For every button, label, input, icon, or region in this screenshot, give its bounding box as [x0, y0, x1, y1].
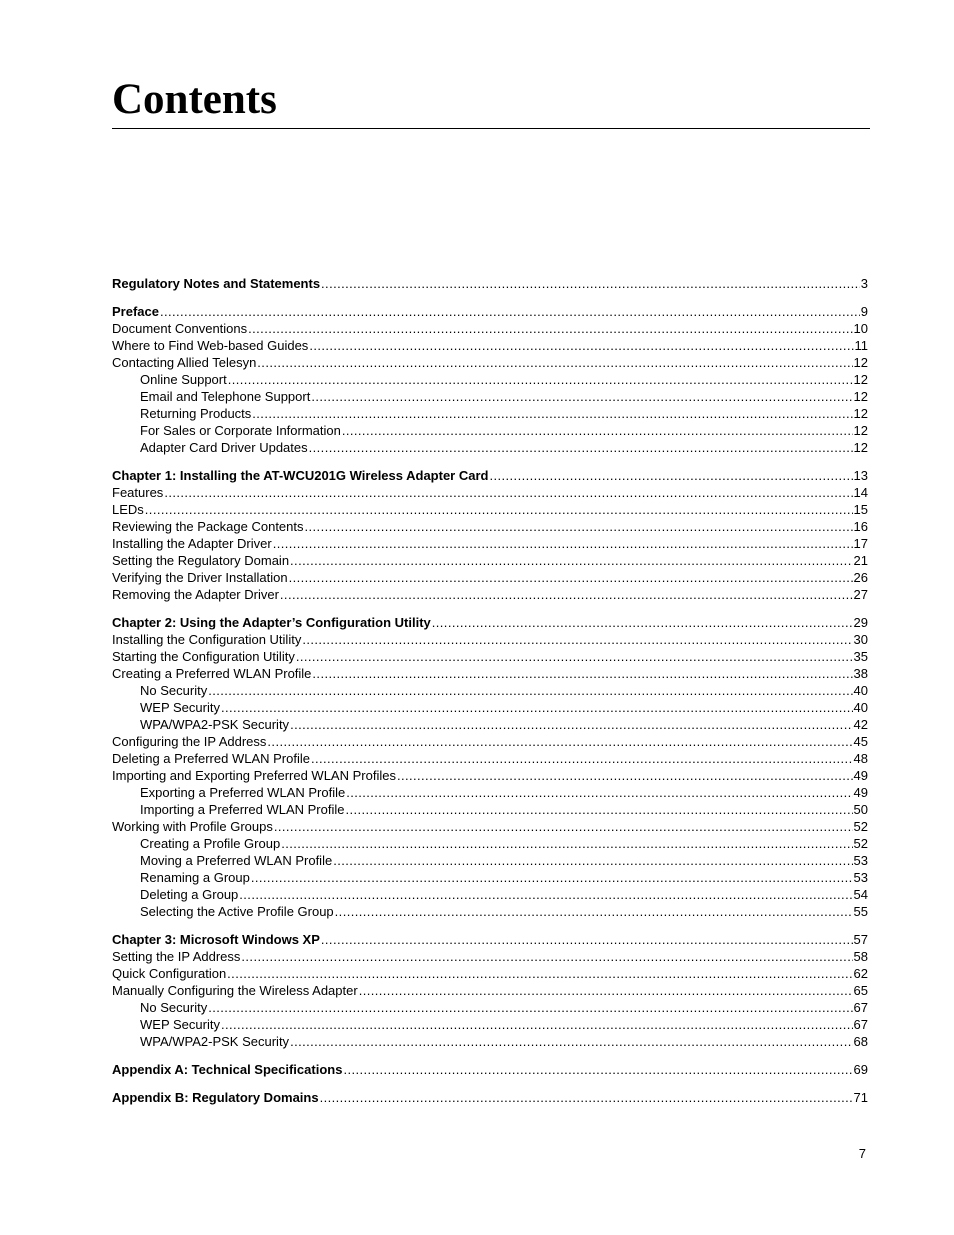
toc-page-number: 15 — [853, 502, 868, 517]
dot-leader — [311, 750, 853, 767]
toc-subsection[interactable] — [112, 1033, 868, 1050]
dot-leader — [302, 631, 852, 648]
toc-entry-title: No Security — [140, 1000, 208, 1015]
toc-subsection[interactable] — [112, 1016, 868, 1033]
dot-leader — [221, 1016, 853, 1033]
toc-section[interactable] — [112, 648, 868, 665]
toc-page-number: 3 — [860, 276, 868, 291]
toc-entry-title: Starting the Configuration Utility — [112, 649, 295, 664]
dot-leader — [309, 439, 853, 456]
toc-subsection[interactable] — [112, 422, 868, 439]
toc-section[interactable] — [112, 818, 868, 835]
dot-leader — [342, 422, 853, 439]
toc-page-number: 9 — [860, 304, 868, 319]
toc-subsection[interactable] — [112, 784, 868, 801]
dot-leader — [290, 1033, 852, 1050]
dot-leader — [296, 648, 853, 665]
toc-entry-title: Deleting a Group — [140, 887, 239, 902]
dot-leader — [321, 275, 860, 292]
toc-section[interactable] — [112, 535, 868, 552]
toc-entry-title: Installing the Configuration Utility — [112, 632, 302, 647]
toc-entry-title: Quick Configuration — [112, 966, 227, 981]
dot-leader — [321, 931, 853, 948]
toc-section[interactable] — [112, 320, 868, 337]
dot-leader — [346, 784, 852, 801]
toc-section[interactable] — [112, 631, 868, 648]
toc-section[interactable] — [112, 518, 868, 535]
toc-page-number: 67 — [853, 1000, 868, 1015]
toc-section[interactable] — [112, 354, 868, 371]
toc-section[interactable] — [112, 733, 868, 750]
toc-entry-title: Document Conventions — [112, 321, 248, 336]
toc-chapter[interactable] — [112, 931, 868, 948]
toc-entry-title: Removing the Adapter Driver — [112, 587, 279, 602]
toc-subsection[interactable] — [112, 886, 868, 903]
toc-entry-title: Moving a Preferred WLAN Profile — [140, 853, 333, 868]
toc-page-number: 17 — [853, 536, 868, 551]
toc-entry-title: Setting the IP Address — [112, 949, 241, 964]
toc-entry-title: For Sales or Corporate Information — [140, 423, 341, 438]
toc-entry-title: Preface — [112, 304, 159, 319]
toc-entry-title: No Security — [140, 683, 208, 698]
toc-entry-title: Contacting Allied Telesyn — [112, 355, 257, 370]
toc-entry-title: Verifying the Driver Installation — [112, 570, 288, 585]
toc-chapter[interactable] — [112, 1061, 868, 1078]
toc-section[interactable] — [112, 501, 868, 518]
dot-leader — [335, 903, 853, 920]
toc-page-number: 29 — [853, 615, 868, 630]
toc-section[interactable] — [112, 586, 868, 603]
dot-leader — [227, 965, 852, 982]
toc-section[interactable] — [112, 767, 868, 784]
toc-page-number: 53 — [853, 870, 868, 885]
toc-entry-title: Creating a Profile Group — [140, 836, 281, 851]
toc-subsection[interactable] — [112, 852, 868, 869]
toc-subsection[interactable] — [112, 699, 868, 716]
toc-entry-title: Features — [112, 485, 164, 500]
dot-leader — [248, 320, 852, 337]
dot-leader — [345, 801, 852, 818]
toc-page-number: 12 — [853, 355, 868, 370]
dot-leader — [160, 303, 860, 320]
page-title: Contents — [112, 76, 277, 123]
toc-page-number: 50 — [853, 802, 868, 817]
dot-leader — [397, 767, 853, 784]
toc-page-number: 12 — [853, 423, 868, 438]
toc-entry-title: Manually Configuring the Wireless Adapter — [112, 983, 358, 998]
toc-page-number: 12 — [853, 389, 868, 404]
toc-entry-title: Working with Profile Groups — [112, 819, 273, 834]
dot-leader — [311, 388, 852, 405]
dot-leader — [257, 354, 852, 371]
toc-page-number: 54 — [853, 887, 868, 902]
dot-leader — [343, 1061, 852, 1078]
toc-page-number: 62 — [853, 966, 868, 981]
toc-page-number: 49 — [853, 785, 868, 800]
toc-entry-title: Chapter 2: Using the Adapter’s Configuration Utility — [112, 615, 431, 630]
toc-entry-title: Selecting the Active Profile Group — [140, 904, 334, 919]
toc-page-number: 21 — [853, 553, 868, 568]
dot-leader — [489, 467, 852, 484]
toc-subsection[interactable] — [112, 371, 868, 388]
dot-leader — [289, 569, 853, 586]
toc-page-number: 35 — [853, 649, 868, 664]
toc-page-number: 52 — [853, 836, 868, 851]
toc-entry-title: Deleting a Preferred WLAN Profile — [112, 751, 310, 766]
toc-section[interactable] — [112, 965, 868, 982]
dot-leader — [221, 699, 853, 716]
toc-section[interactable] — [112, 665, 868, 682]
toc-entry-title: Renaming a Group — [140, 870, 250, 885]
toc-entry-title: WEP Security — [140, 700, 220, 715]
toc-page-number: 45 — [853, 734, 868, 749]
toc-page-number: 69 — [853, 1062, 868, 1077]
toc-entry-title: Reviewing the Package Contents — [112, 519, 304, 534]
dot-leader — [309, 337, 853, 354]
toc-subsection[interactable] — [112, 999, 868, 1016]
toc-chapter[interactable] — [112, 614, 868, 631]
toc-entry-title: Exporting a Preferred WLAN Profile — [140, 785, 346, 800]
dot-leader — [164, 484, 852, 501]
toc-page-number: 26 — [853, 570, 868, 585]
toc-entry-title: Online Support — [140, 372, 227, 387]
toc-page-number: 49 — [853, 768, 868, 783]
toc-entry-title: Adapter Card Driver Updates — [140, 440, 308, 455]
dot-leader — [305, 518, 853, 535]
dot-leader — [208, 999, 852, 1016]
toc-section[interactable] — [112, 982, 868, 999]
dot-leader — [208, 682, 852, 699]
dot-leader — [312, 665, 852, 682]
toc-chapter[interactable] — [112, 275, 868, 292]
toc-subsection[interactable] — [112, 388, 868, 405]
dot-leader — [333, 852, 852, 869]
toc-page-number: 67 — [853, 1017, 868, 1032]
toc-page-number: 40 — [853, 700, 868, 715]
toc-page-number: 42 — [853, 717, 868, 732]
toc-entry-title: Importing a Preferred WLAN Profile — [140, 802, 345, 817]
toc-entry-title: Chapter 3: Microsoft Windows XP — [112, 932, 320, 947]
toc-section[interactable] — [112, 337, 868, 354]
toc-subsection[interactable] — [112, 682, 868, 699]
toc-entry-title: Creating a Preferred WLAN Profile — [112, 666, 312, 681]
toc-section[interactable] — [112, 569, 868, 586]
toc-page-number: 38 — [853, 666, 868, 681]
toc-entry-title: Importing and Exporting Preferred WLAN Profiles — [112, 768, 396, 783]
toc-page-number: 12 — [853, 372, 868, 387]
toc-entry-title: WPA/WPA2-PSK Security — [140, 1034, 290, 1049]
dot-leader — [359, 982, 853, 999]
toc-page-number: 12 — [853, 440, 868, 455]
toc-subsection[interactable] — [112, 801, 868, 818]
dot-leader — [290, 552, 852, 569]
toc-subsection[interactable] — [112, 903, 868, 920]
toc-section[interactable] — [112, 484, 868, 501]
toc-page-number: 12 — [853, 406, 868, 421]
toc-entry-title: Appendix B: Regulatory Domains — [112, 1090, 319, 1105]
dot-leader — [239, 886, 852, 903]
toc-page-number: 48 — [853, 751, 868, 766]
toc-section[interactable] — [112, 948, 868, 965]
toc-section[interactable] — [112, 552, 868, 569]
dot-leader — [241, 948, 852, 965]
toc-page-number: 58 — [853, 949, 868, 964]
toc-entry-title: WEP Security — [140, 1017, 220, 1032]
table-of-contents — [112, 275, 868, 1106]
dot-leader — [252, 405, 852, 422]
dot-leader — [290, 716, 852, 733]
toc-subsection[interactable] — [112, 835, 868, 852]
toc-subsection[interactable] — [112, 405, 868, 422]
toc-entry-title: Returning Products — [140, 406, 252, 421]
toc-page-number: 52 — [853, 819, 868, 834]
toc-page-number: 68 — [853, 1034, 868, 1049]
toc-page-number: 11 — [854, 338, 868, 353]
dot-leader — [432, 614, 853, 631]
dot-leader — [280, 586, 853, 603]
toc-page-number: 65 — [853, 983, 868, 998]
toc-page-number: 14 — [853, 485, 868, 500]
dot-leader — [281, 835, 852, 852]
toc-entry-title: Where to Find Web-based Guides — [112, 338, 309, 353]
toc-page-number: 55 — [853, 904, 868, 919]
dot-leader — [145, 501, 853, 518]
toc-entry-title: Email and Telephone Support — [140, 389, 311, 404]
toc-page-number: 71 — [853, 1090, 868, 1105]
toc-entry-title: Installing the Adapter Driver — [112, 536, 272, 551]
dot-leader — [274, 818, 853, 835]
toc-chapter[interactable] — [112, 467, 868, 484]
dot-leader — [267, 733, 852, 750]
toc-entry-title: Setting the Regulatory Domain — [112, 553, 290, 568]
dot-leader — [320, 1089, 853, 1106]
toc-section[interactable] — [112, 750, 868, 767]
toc-entry-title: Appendix A: Technical Specifications — [112, 1062, 343, 1077]
toc-page-number: 27 — [853, 587, 868, 602]
dot-leader — [251, 869, 853, 886]
toc-page-number: 53 — [853, 853, 868, 868]
toc-page-number: 16 — [853, 519, 868, 534]
toc-subsection[interactable] — [112, 716, 868, 733]
toc-page-number: 30 — [853, 632, 868, 647]
toc-page-number: 57 — [853, 932, 868, 947]
toc-chapter[interactable] — [112, 303, 868, 320]
toc-entry-title: Regulatory Notes and Statements — [112, 276, 321, 291]
toc-page-number: 13 — [853, 468, 868, 483]
toc-page-number: 40 — [853, 683, 868, 698]
dot-leader — [228, 371, 853, 388]
title-rule — [112, 128, 870, 129]
toc-entry-title: Chapter 1: Installing the AT-WCU201G Wireless Adapter Card — [112, 468, 489, 483]
toc-page-number: 10 — [853, 321, 868, 336]
toc-chapter[interactable] — [112, 1089, 868, 1106]
toc-entry-title: Configuring the IP Address — [112, 734, 267, 749]
page-number: 7 — [858, 1146, 866, 1161]
toc-entry-title: WPA/WPA2-PSK Security — [140, 717, 290, 732]
toc-subsection[interactable] — [112, 869, 868, 886]
dot-leader — [273, 535, 853, 552]
toc-entry-title: LEDs — [112, 502, 144, 517]
toc-subsection[interactable] — [112, 439, 868, 456]
